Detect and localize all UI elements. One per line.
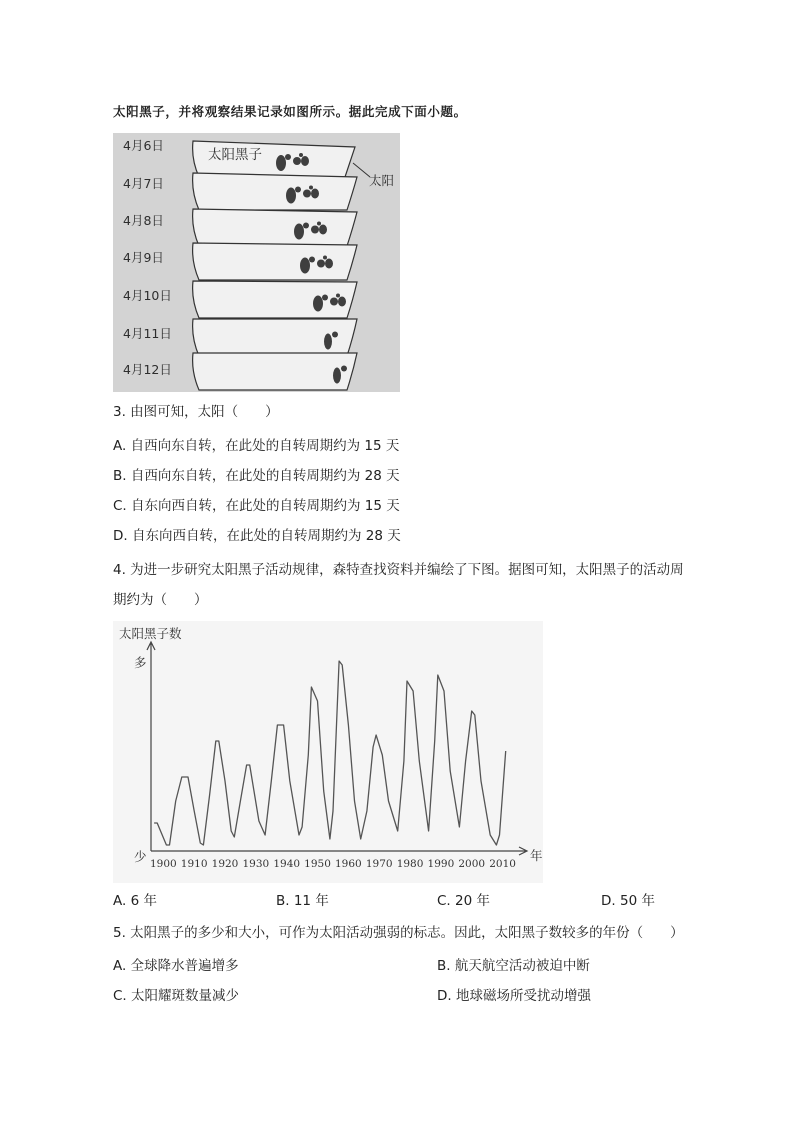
x-tick-label: 1900 <box>149 858 177 870</box>
sunspot <box>322 295 328 301</box>
observation-date-label: 4月11日 <box>123 326 172 341</box>
x-tick-label: 1960 <box>335 858 362 870</box>
observation-frame <box>193 209 357 246</box>
q3-option-c[interactable]: C. 自东向西自转，在此处的自转周期约为 15 天 <box>113 498 400 514</box>
sunspot <box>285 154 291 160</box>
sunspot <box>330 298 338 306</box>
observation-date-label: 4月10日 <box>123 288 172 303</box>
observation-date-label: 4月8日 <box>123 213 164 228</box>
y-high-label: 多 <box>134 655 147 670</box>
q5-option-a[interactable]: A. 全球降水普遍增多 <box>113 958 239 974</box>
sunspot-label: 太阳黑子 <box>208 147 262 163</box>
sunspot <box>341 366 347 372</box>
q5-stem: 5. 太阳黑子的多少和大小，可作为太阳活动强弱的标志。因此，太阳黑子数较多的年份（ ） <box>113 925 684 941</box>
x-tick-label: 1920 <box>211 858 239 870</box>
x-tick-label: 1940 <box>273 858 301 870</box>
sunspot <box>286 188 296 204</box>
observation-date-label: 4月6日 <box>123 138 164 153</box>
q5-option-b[interactable]: B. 航天航空活动被迫中断 <box>437 958 590 974</box>
x-tick-label: 2000 <box>458 858 486 870</box>
observation-date-label: 4月7日 <box>123 176 164 191</box>
x-tick-label: 1910 <box>180 858 208 870</box>
sunspot <box>338 297 346 307</box>
sunspot <box>303 190 311 198</box>
sunspot <box>317 222 321 226</box>
sunspot <box>311 189 319 199</box>
observation-frame <box>193 173 357 210</box>
observation-date-label: 4月9日 <box>123 250 164 265</box>
q4-option-d[interactable]: D. 50 年 <box>601 893 655 909</box>
sunspot <box>294 224 304 240</box>
q3-option-d[interactable]: D. 自东向西自转，在此处的自转周期约为 28 天 <box>113 528 401 544</box>
q4-stem-line1: 4. 为进一步研究太阳黑子活动规律，森特查找资料并编绘了下图。据图可知，太阳黑子的活动周 <box>113 562 684 578</box>
x-tick-label: 1970 <box>365 858 393 870</box>
sunspot-observation-figure <box>113 133 400 392</box>
x-tick-label: 1990 <box>427 858 455 870</box>
sunspot <box>299 153 303 157</box>
observation-frame <box>193 353 357 390</box>
sunspot <box>323 256 327 260</box>
sunspot <box>324 334 332 350</box>
sunspot <box>309 257 315 263</box>
sun-label: 太阳 <box>369 173 395 188</box>
y-axis-title: 太阳黑子数 <box>119 626 182 641</box>
q4-option-c[interactable]: C. 20 年 <box>437 893 490 909</box>
observation-date-label: 4月12日 <box>123 362 172 377</box>
x-tick-label: 1950 <box>304 858 331 870</box>
observation-frame <box>193 319 357 356</box>
q4-option-b[interactable]: B. 11 年 <box>276 893 329 909</box>
q4-stem-line2: 期约为（ ） <box>113 592 208 608</box>
sunspot <box>325 259 333 269</box>
intro-text: 太阳黑子，并将观察结果记录如图所示。据此完成下面小题。 <box>113 104 467 119</box>
sunspot <box>303 223 309 229</box>
sunspot <box>295 187 301 193</box>
sunspot <box>300 258 310 274</box>
sunspot <box>301 156 309 166</box>
sunspot <box>317 260 325 268</box>
x-tick-label: 1930 <box>242 858 270 870</box>
q5-option-c[interactable]: C. 太阳耀斑数量减少 <box>113 988 240 1004</box>
sunspot <box>333 368 341 384</box>
sunspot <box>276 155 286 171</box>
sunspot-number-chart <box>113 621 543 883</box>
sunspot <box>313 296 323 312</box>
x-tick-label: 1980 <box>396 858 424 870</box>
x-tick-label: 2010 <box>489 858 516 870</box>
q3-option-b[interactable]: B. 自西向东自转，在此处的自转周期约为 28 天 <box>113 468 400 484</box>
q5-option-d[interactable]: D. 地球磁场所受扰动增强 <box>437 988 591 1004</box>
q3-option-a[interactable]: A. 自西向东自转，在此处的自转周期约为 15 天 <box>113 438 400 454</box>
sunspot <box>319 225 327 235</box>
sunspot <box>309 186 313 190</box>
q3-stem: 3. 由图可知，太阳（ ） <box>113 404 279 420</box>
y-low-label: 少 <box>134 849 147 864</box>
sunspot <box>336 294 340 298</box>
q4-option-a[interactable]: A. 6 年 <box>113 893 157 909</box>
sunspot <box>311 226 319 234</box>
x-axis-title: 年 <box>530 848 543 863</box>
sunspot <box>332 332 338 338</box>
sunspot <box>293 157 301 165</box>
